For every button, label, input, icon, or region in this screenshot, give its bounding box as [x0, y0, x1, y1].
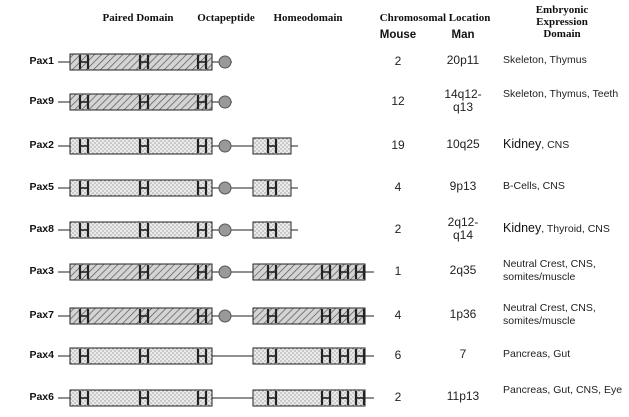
- man-location: 20p11: [446, 53, 480, 67]
- man-location: 1p36: [449, 307, 477, 321]
- header-expression-line3: Domain: [543, 28, 581, 40]
- gene-structure-pax7: [58, 308, 374, 324]
- octapeptide-circle: [219, 266, 231, 278]
- gene-name: Pax4: [29, 349, 54, 361]
- header-homeodomain: Homeodomain: [273, 12, 343, 24]
- mouse-location: 19: [391, 138, 405, 152]
- header-man: Man: [451, 29, 475, 41]
- expression-domain: [503, 138, 627, 152]
- mouse-location: 2: [394, 222, 402, 236]
- gene-name: Pax3: [29, 265, 54, 277]
- expression-domain: [503, 348, 627, 361]
- header-expression-line2: Expression: [536, 16, 588, 28]
- expression-domain: [503, 88, 627, 101]
- gene-name: Pax1: [29, 55, 54, 67]
- octapeptide-circle: [219, 96, 231, 108]
- gene-structure-pax1: [58, 54, 232, 70]
- mouse-location: 4: [394, 180, 402, 194]
- expression-text: Skeleton, Thymus, Teeth: [503, 88, 619, 100]
- gene-structure-pax3: [58, 264, 374, 280]
- expression-domain: [503, 302, 627, 328]
- mouse-location: 4: [394, 308, 402, 322]
- gene-structure-pax6: [58, 390, 374, 406]
- header-octapeptide: Octapeptide: [197, 12, 255, 24]
- expression-emphasis: Kidney: [503, 221, 542, 235]
- gene-structure-pax8: [58, 222, 298, 238]
- expression-domain: [503, 258, 627, 284]
- expression-text: B-Cells, CNS: [503, 180, 565, 192]
- expression-text: Pancreas, Gut: [503, 348, 571, 360]
- expression-text: Skeleton, Thymus: [503, 54, 587, 66]
- expression-text: Pancreas, Gut, CNS, Eye: [503, 384, 623, 396]
- man-location: 10q25: [446, 137, 480, 151]
- expression-emphasis: Kidney: [503, 137, 542, 151]
- gene-structure-pax4: [58, 348, 374, 364]
- man-location: 7: [459, 347, 467, 361]
- expression-domain: [503, 384, 627, 397]
- gene-structure-pax9: [58, 94, 232, 110]
- octapeptide-circle: [219, 224, 231, 236]
- gene-name: Pax6: [29, 391, 54, 403]
- gene-name: Pax2: [29, 139, 54, 151]
- expression-domain: [503, 180, 627, 193]
- header-mouse: Mouse: [379, 29, 417, 41]
- mouse-location: 2: [394, 54, 402, 68]
- gene-name: Pax8: [29, 223, 54, 235]
- mouse-location: 2: [394, 390, 402, 404]
- man-location: 11p13: [446, 389, 480, 403]
- gene-structure-pax5: [58, 180, 298, 196]
- man-location: 9p13: [449, 179, 477, 193]
- man-location: 2q12- q14: [447, 215, 479, 242]
- gene-name: Pax9: [29, 95, 54, 107]
- expression-text: , CNS: [541, 139, 570, 151]
- octapeptide-circle: [219, 182, 231, 194]
- gene-name: Pax7: [29, 309, 54, 321]
- man-location: 14q12- q13: [444, 87, 482, 114]
- expression-domain: [503, 54, 627, 67]
- header-expression-line1: Embryonic: [535, 4, 589, 16]
- gene-name: Pax5: [29, 181, 54, 193]
- octapeptide-circle: [219, 310, 231, 322]
- expression-domain: [503, 222, 627, 236]
- expression-text: Neutral Crest, CNS, somites/muscle: [503, 258, 596, 283]
- octapeptide-circle: [219, 140, 231, 152]
- expression-text: , Thyroid, CNS: [541, 223, 610, 235]
- header-paired-domain: Paired Domain: [102, 12, 174, 24]
- gene-structure-pax2: [58, 138, 298, 154]
- mouse-location: 1: [394, 264, 402, 278]
- octapeptide-circle: [219, 56, 231, 68]
- mouse-location: 12: [391, 94, 405, 108]
- header-chromosomal-location: Chromosomal Location: [379, 12, 491, 24]
- man-location: 2q35: [449, 263, 477, 277]
- mouse-location: 6: [394, 348, 402, 362]
- expression-text: Neutral Crest, CNS, somites/muscle: [503, 302, 596, 327]
